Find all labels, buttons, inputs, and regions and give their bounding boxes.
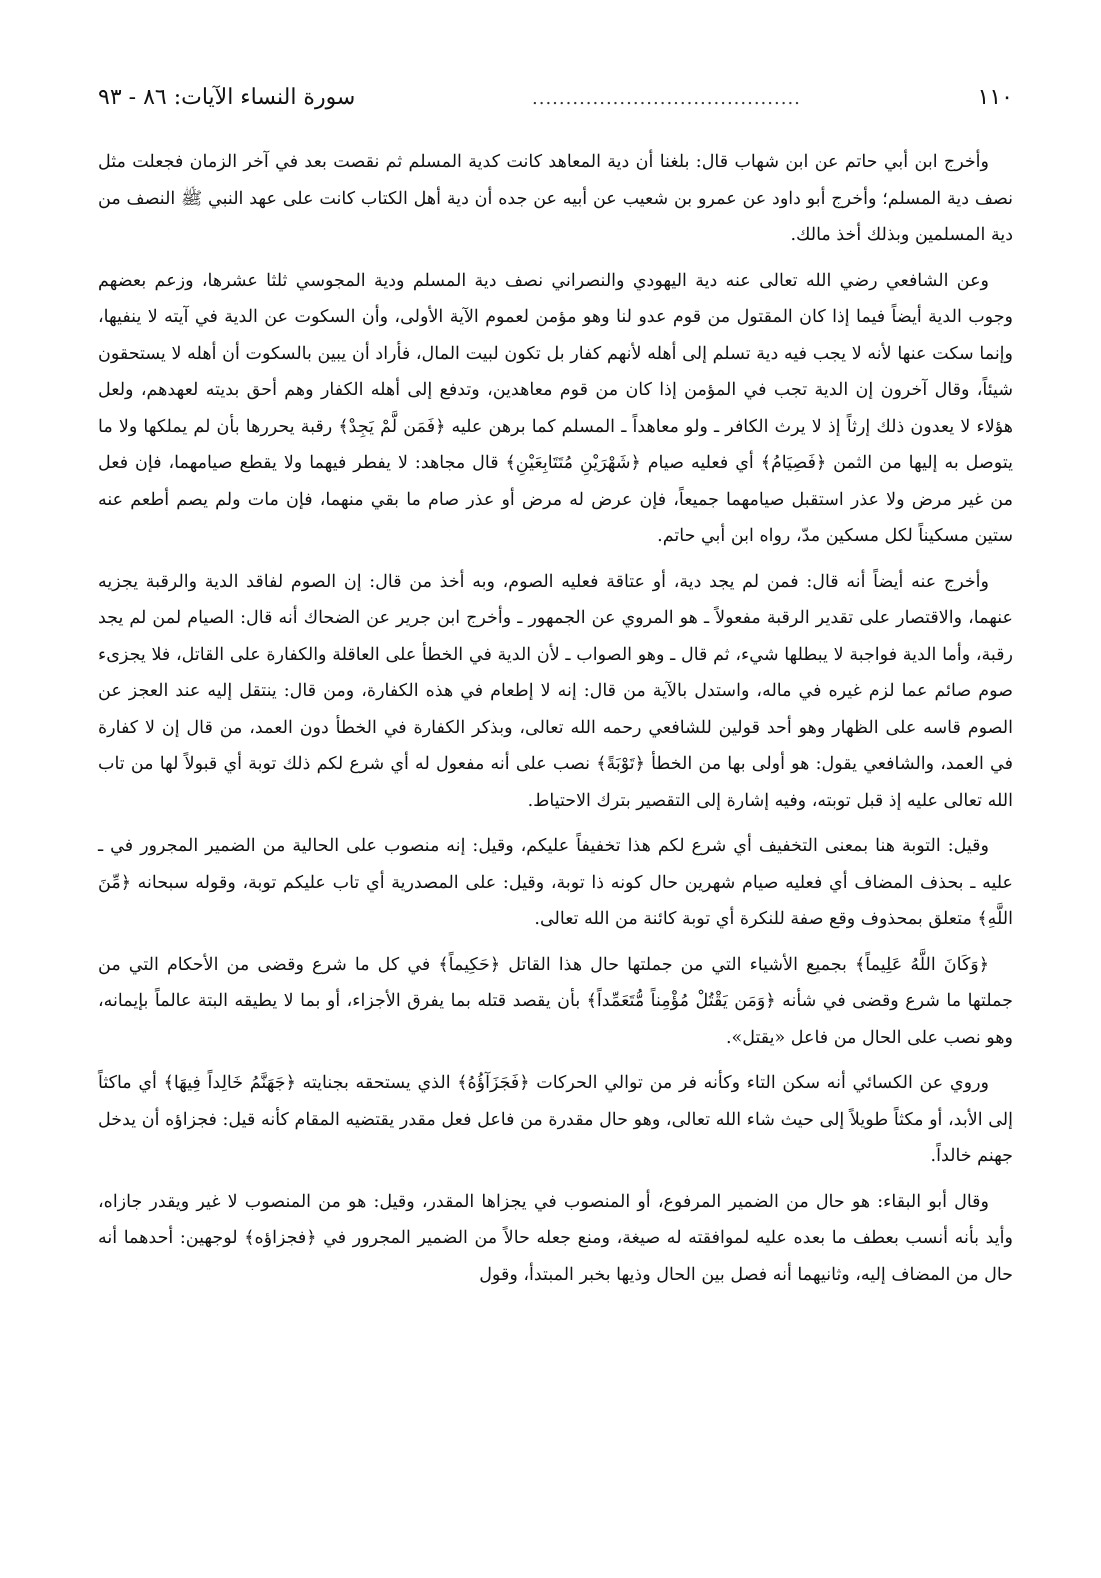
header-leader-dots: ........................................ bbox=[532, 88, 801, 109]
running-title: سورة النساء الآيات: ٨٦ - ٩٣ bbox=[98, 85, 356, 110]
paragraph-6: وروي عن الكسائي أنه سكن التاء وكأنه فر من توالي الحركات ﴿فَجَزَآؤُهُ﴾ الذي يستحقه بجنايته ﴿جَهَنَّمُ خَالِداً فِيهَا﴾ أي ماكثاً إلى الأبد، أو مكثاً طويلاً إلى حيث شاء الله تعالى، وهو حال مقدرة من فاعل فعل مقدر يقتضيه المقام كأنه قيل: فجزاؤه أن يدخل جهنم خالداً. bbox=[98, 1073, 1013, 1166]
paragraph-4: وقيل: التوبة هنا بمعنى التخفيف أي شرع لكم هذا تخفيفاً عليكم، وقيل: إنه منصوب على الحالية من الضمير المجرور في ـ عليه ـ بحذف المضاف أي فعليه صيام شهرين حال كونه ذا توبة، وقيل: على المصدرية أي تاب عليكم توبة، وقوله سبحانه ﴿مِّنَ اللَّهِ﴾ متعلق بمحذوف وقع صفة للنكرة أي توبة كائنة من الله تعالى. bbox=[98, 836, 1013, 929]
page-header bbox=[98, 80, 1013, 116]
paragraph-2: وعن الشافعي رضي الله تعالى عنه دية اليهودي والنصراني نصف دية المسلم ودية المجوسي ثلثا عشرها، وزعم بعضهم وجوب الدية أيضاً فيما إذا كان المقتول من قوم عدو لنا وهو مؤمن لعموم الآية الأولى، وأن السكوت عن الدية في آيته لا ينفيها، وإنما سكت عنها لأنه لا يجب فيه دية تسلم إلى أهله لأنهم كفار بل تكون لبيت المال، فأراد أن يبين بالسكوت أن أهله لا يستحقون شيئاً، وقال آخرون إن الدية تجب في المؤمن إذا كان من قوم معاهدين، وتدفع إلى أهله الكفار وهم أحق بديته لعهدهم، ولعل هؤلاء لا يعدون ذلك إرثاً إذ لا يرث الكافر ـ ولو معاهداً ـ المسلم كما برهن عليه ﴿فَمَن لَّمْ يَجِدْ﴾ رقبة يحررها بأن لم يملكها ولا ما يتوصل به إليها من الثمن ﴿فَصِيَامُ﴾ أي فعليه صيام ﴿شَهْرَيْنِ مُتَتَابِعَيْنِ﴾ قال مجاهد: لا يفطر فيهما ولا يقطع صيامهما، فإن فعل من غير مرض ولا عذر استقبل صيامهما جميعاً، فإن عرض له مرض أو عذر صام ما بقي منهما، فإن مات ولم يصم أطعم عنه ستين مسكيناً لكل مسكين مدّ، رواه ابن أبي حاتم. bbox=[98, 270, 1013, 546]
paragraph-1: وأخرج ابن أبي حاتم عن ابن شهاب قال: بلغنا أن دية المعاهد كانت كدية المسلم ثم نقصت بعد في آخر الزمان فجعلت مثل نصف دية المسلم؛ وأخرج أبو داود عن عمرو بن شعيب عن أبيه عن جده أن دية أهل الكتاب كانت على عهد النبي ﷺ النصف من دية المسلمين وبذلك أخذ مالك. bbox=[98, 152, 1013, 245]
page-number: ١١٠ bbox=[977, 85, 1013, 110]
book-page bbox=[98, 80, 1013, 1302]
paragraph-3: وأخرج عنه أيضاً أنه قال: فمن لم يجد دية، أو عتاقة فعليه الصوم، وبه أخذ من قال: إن الصوم لفاقد الدية والرقبة يجزيه عنهما، والاقتصار على تقدير الرقبة مفعولاً ـ هو المروي عن الجمهور ـ وأخرج ابن جرير عن الضحاك أنه قال: الصيام لمن لم يجد رقبة، وأما الدية فواجبة لا يبطلها شيء، ثم قال ـ وهو الصواب ـ لأن الدية في الخطأ على العاقلة والكفارة على القاتل، فلا يجزىء صوم صائم عما لزم غيره في ماله، واستدل بالآية من قال: إنه لا إطعام في هذه الكفارة، ومن قال: ينتقل إليه عند العجز عن الصوم قاسه على الظهار وهو أحد قولين للشافعي رحمه الله تعالى، وبذكر الكفارة في الخطأ دون العمد، من قال إن لا كفارة في العمد، والشافعي يقول: هو أولى بها من الخطأ ﴿تَوْبَةً﴾ نصب على أنه مفعول له أي شرع لكم ذلك توبة أي قبولاً لها من تاب الله تعالى عليه إذ قبل توبته، وفيه إشارة إلى التقصير بترك الاحتياط. bbox=[98, 571, 1013, 811]
paragraph-7: وقال أبو البقاء: هو حال من الضمير المرفوع، أو المنصوب في يجزاها المقدر، وقيل: هو من المنصوب لا غير ويقدر جازاه، وأيد بأنه أنسب بعطف ما بعده عليه لموافقته له صيغة، ومنع جعله حالاً من الضمير المجرور في ﴿فجزاؤه﴾ لوجهين: أحدهما أنه حال من المضاف إليه، وثانيهما أنه فصل بين الحال وذيها بخبر المبتدأ، وقول bbox=[98, 1191, 1013, 1285]
paragraph-5: ﴿وَكَانَ اللَّهُ عَلِيماً﴾ بجميع الأشياء التي من جملتها حال هذا القاتل ﴿حَكِيماً﴾ في كل ما شرع وقضى من الأحكام التي من جملتها ما شرع وقضى في شأنه ﴿وَمَن يَقْتُلْ مُؤْمِناً مُّتَعَمِّداً﴾ بأن يقصد قتله بما يفرق الأجزاء، أو بما لا يطيقه البتة عالماً بإيمانه، وهو نصب على الحال من فاعل «يقتل». bbox=[98, 954, 1013, 1048]
page-body bbox=[98, 144, 1013, 1293]
